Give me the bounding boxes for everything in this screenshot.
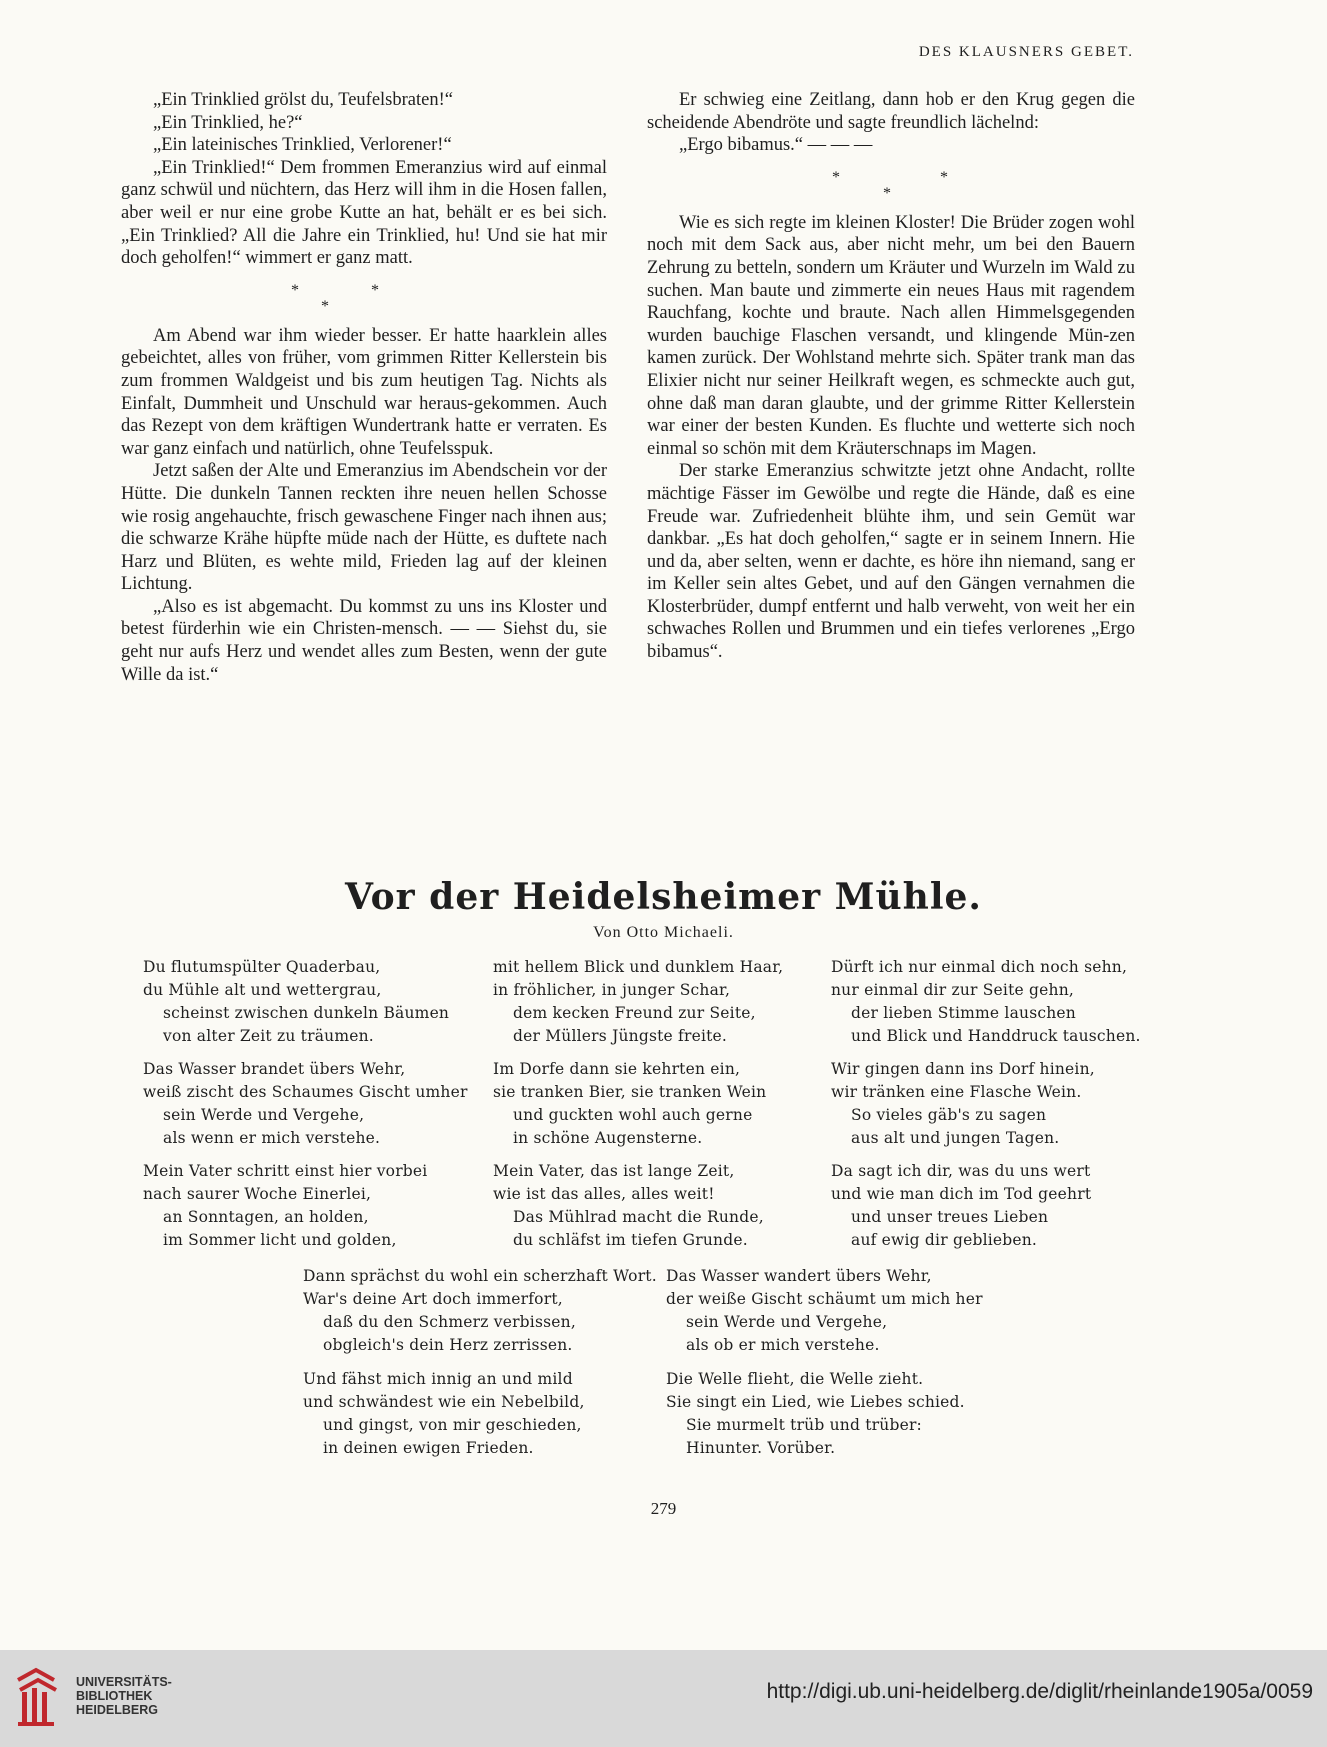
paragraph: Der starke Emeranzius schwitzte jetzt ohne Andacht, rollte mächtige Fässer im Gewölbe und regte die Hände, daß es eine Freude war. Zufriedenheit blühte ihm, und sein Gemüt war dankbar. „Es hat doch geholfen,“ sagte er in seinem Innern. Hie und da, aber selten, wenn er dachte, es höre ihn niemand, sang er im Keller sein altes Gebet, und auf den Gängen vernahmen die Klosterbrüder, dumpf entfernt und halb verweht, von weit her ein schwaches Rollen und Brummen und ein tiefes verlorenes „Ergo bibamus“. (647, 461, 1135, 663)
left-text-column (121, 89, 607, 686)
poem-line: der lieben Stimme lauschen (851, 1004, 1076, 1022)
poem-line: du schläfst im tiefen Grunde. (513, 1231, 748, 1249)
poem-line: Du flutumspülter Quaderbau, (143, 958, 381, 976)
page-number: 279 (650, 1499, 677, 1518)
poem-line: auf ewig dir geblieben. (851, 1231, 1038, 1249)
poem-line: daß du den Schmerz verbissen, (323, 1313, 576, 1331)
poem-line: nach saurer Woche Einerlei, (143, 1185, 372, 1203)
poem-line: und gingst, von mir geschieden, (323, 1416, 582, 1434)
library-name-line: BIBLIOTHEK (76, 1689, 153, 1703)
poem-line: Das Wasser wandert übers Wehr, (666, 1267, 932, 1285)
star: * (321, 297, 329, 315)
right-text-column (647, 89, 1135, 664)
poem-stanza (493, 1160, 764, 1252)
paragraph: „Ein Trinklied grölst du, Teufelsbraten!“ (153, 90, 453, 110)
paragraph: „Ein Trinklied, he?“ (153, 112, 303, 133)
poem-line: Und fähst mich innig an und mild (303, 1370, 573, 1388)
poem-stanza (143, 956, 449, 1048)
poem-line: dem kecken Freund zur Seite, (513, 1004, 756, 1022)
paragraph: „Ein Trinklied!“ Dem frommen Emeranzius wird auf einmal ganz schwül und nüchtern, das Herz will ihm in die Hosen fallen, aber weil er nur eine grobe Kutte an hat, behält er es bei sich. „Ein Trinklied? All die Jahre ein Trinklied, hu! Und sie hat mir doch geholfen!“ wimmert er ganz matt. (121, 157, 607, 269)
poem-stanza (143, 1058, 468, 1150)
poem-line: und guckten wohl auch gerne (513, 1106, 753, 1124)
poem-line: im Sommer licht und golden, (163, 1231, 397, 1249)
poem-line: in schöne Augensterne. (513, 1129, 703, 1147)
library-name (76, 1675, 172, 1717)
poem-stanza (303, 1265, 657, 1357)
paragraph: Jetzt saßen der Alte und Emeranzius im Abendschein vor der Hütte. Die dunkeln Tannen reckten ihre neuen hellen Schosse wie rosig angehauchte, frisch gewaschene Finger nach ihnen aus; die schwarze Krähe hüpfte müde nach der Hütte, es duftete nach Harz und Blüten, es wehte mild, Frieden lag auf der kleinen Lichtung. (121, 461, 607, 595)
poem-stanza (666, 1265, 983, 1357)
poem-line: in fröhlicher, in junger Schar, (493, 981, 731, 999)
paragraph: „Ein lateinisches Trinklied, Verlorener!“ (153, 135, 452, 156)
poem-line: wir tränken eine Flasche Wein. (831, 1083, 1082, 1101)
poem-line: weiß zischt des Schaumes Gischt umher (143, 1083, 468, 1101)
poem-line: und wie man dich im Tod geehrt (831, 1185, 1092, 1203)
poem-stanza (831, 1160, 1091, 1252)
poem-line: der weiße Gischt schäumt um mich her (666, 1290, 983, 1308)
poem-line: und schwändest wie ein Nebelbild, (303, 1393, 585, 1411)
poem-stanza (493, 956, 783, 1048)
poem-line: Mein Vater schritt einst hier vorbei (143, 1162, 428, 1180)
poem-line: an Sonntagen, an holden, (163, 1208, 369, 1226)
star: * (371, 281, 379, 299)
poem-line: Das Mühlrad macht die Runde, (513, 1208, 764, 1226)
star: * (291, 281, 299, 299)
poem-line: und unser treues Lieben (851, 1208, 1049, 1226)
poem-line: Wir gingen dann ins Dorf hinein, (831, 1060, 1095, 1078)
library-name-line: UNIVERSITÄTS- (76, 1675, 172, 1689)
poem-line: obgleich's dein Herz zerrissen. (323, 1336, 573, 1354)
library-footer (0, 1650, 1327, 1747)
poem-line: sein Werde und Vergehe, (686, 1313, 888, 1331)
poem-stanza (831, 956, 1141, 1048)
poem-line: der Müllers Jüngste freite. (513, 1027, 728, 1045)
paragraph: „Also es ist abgemacht. Du kommst zu uns ins Kloster und betest fürderhin wie ein Christen-mensch. — — Siehst du, sie geht nur aufs Herz und wendet alles zum Besten, wenn der gute Wille da ist.“ (121, 596, 607, 685)
library-name-line: HEIDELBERG (76, 1703, 158, 1717)
poem-line: als wenn er mich verstehe. (163, 1129, 381, 1147)
poem-stanza (666, 1368, 965, 1460)
poem-line: scheinst zwischen dunkeln Bäumen (163, 1004, 450, 1022)
poem-line: in deinen ewigen Frieden. (323, 1439, 534, 1457)
permalink-url[interactable]: http://digi.ub.uni-heidelberg.de/diglit/rheinlande1905a/0059 (766, 1680, 1313, 1703)
poem-line: sie tranken Bier, sie tranken Wein (493, 1083, 767, 1101)
poem-line: wie ist das alles, alles weit! (493, 1185, 715, 1203)
poem-stanza (303, 1368, 585, 1460)
paragraph: „Ergo bibamus.“ — — — (679, 135, 873, 156)
poem-line: mit hellem Blick und dunklem Haar, (493, 958, 784, 976)
poem-stanza (493, 1058, 766, 1150)
running-title: DES KLAUSNERS GEBET. (918, 44, 1134, 60)
star: * (883, 184, 891, 202)
poem-line: Dürft ich nur einmal dich noch sehn, (831, 958, 1128, 976)
poem-line: Da sagt ich dir, was du uns wert (831, 1162, 1091, 1180)
paragraph: Wie es sich regte im kleinen Kloster! Die Brüder zogen wohl noch mit dem Sack aus, aber nicht mehr, um bei den Bauern Zehrung zu betteln, sondern um Kräuter und Wurzeln im Wald zu suchen. Man baute und zimmerte ein neues Haus mit ragendem Rauchfang, kochte und braute. Nach allen Himmelsgegenden wurden bauchige Flaschen versandt, und klingende Mün-zen kamen zurück. Der Wohlstand mehrte sich. Später trank man das Elixier nicht nur seiner Heilkraft wegen, es schmeckte auch gut, ohne daß man daran glaubte, und der grimme Ritter Kellerstein war einer der besten Kunden. Es fluchte und wetterte sich noch einmal so schön mit dem Kräuterschnaps im Magen. (647, 212, 1135, 459)
poem-line: Die Welle flieht, die Welle zieht. (666, 1370, 924, 1388)
poem-line: Hinunter. Vorüber. (686, 1439, 836, 1457)
poem-line: als ob er mich verstehe. (686, 1336, 880, 1354)
poem-line: du Mühle alt und wettergrau, (143, 981, 382, 999)
library-logo-icon (14, 1666, 60, 1728)
paragraph: Am Abend war ihm wieder besser. Er hatte haarklein alles gebeichtet, alles von früher, vom grimmen Ritter Kellerstein bis zum frommen Waldgeist und bis zum heutigen Tag. Nichts als Einfalt, Dummheit und Unschuld war heraus-gekommen. Auch das Rezept von dem kräftigen Wundertrank hatte er verraten. Es war ganz einfach und natürlich, ohne Teufelsspuk. (121, 325, 607, 459)
poem-line: nur einmal dir zur Seite gehn, (831, 981, 1075, 999)
poem-line: aus alt und jungen Tagen. (851, 1129, 1060, 1147)
star: * (832, 168, 840, 186)
poem-line: von alter Zeit zu träumen. (163, 1027, 374, 1045)
poem-line: und Blick und Handdruck tauschen. (851, 1027, 1141, 1045)
paragraph: Er schwieg eine Zeitlang, dann hob er den Krug gegen die scheidende Abendröte und sagte freundlich lächelnd: (647, 90, 1135, 133)
poem-line: Mein Vater, das ist lange Zeit, (493, 1162, 735, 1180)
poem-stanza (831, 1058, 1095, 1150)
poem-author: Von Otto Michaeli. (593, 924, 734, 941)
section-divider-stars (647, 157, 1135, 212)
poem-line: Das Wasser brandet übers Wehr, (143, 1060, 406, 1078)
poem-line: sein Werde und Vergehe, (163, 1106, 365, 1124)
poem-line: Dann sprächst du wohl ein scherzhaft Wort. (303, 1267, 657, 1285)
poem-line: War's deine Art doch immerfort, (303, 1290, 563, 1308)
section-divider-stars (121, 270, 607, 325)
poem-title: Vor der Heidelsheimer Mühle. (345, 876, 982, 918)
poem-line: So vieles gäb's zu sagen (851, 1106, 1047, 1124)
poem-stanza (143, 1160, 427, 1252)
star: * (940, 168, 948, 186)
poem-line: Sie murmelt trüb und trüber: (686, 1416, 922, 1434)
poem-line: Im Dorfe dann sie kehrten ein, (493, 1060, 741, 1078)
poem-line: Sie singt ein Lied, wie Liebes schied. (666, 1393, 965, 1411)
